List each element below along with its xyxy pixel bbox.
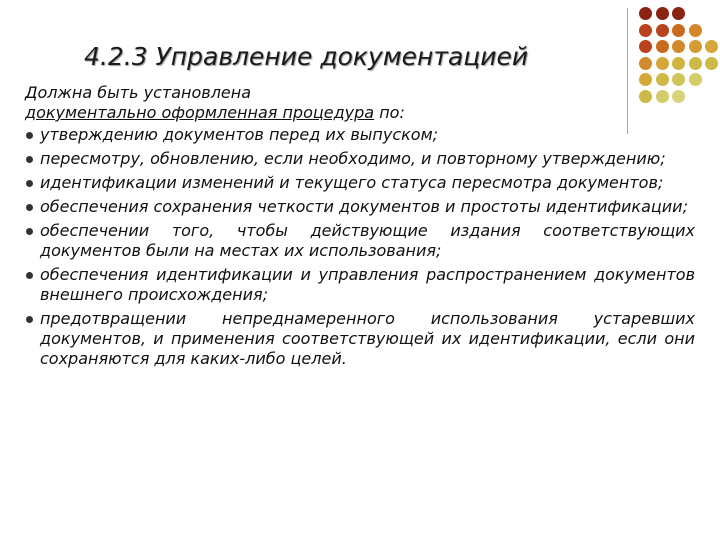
decorative-dot <box>689 24 702 37</box>
decorative-dot <box>639 7 652 20</box>
bullet-item <box>25 221 695 261</box>
intro-line-1: Должна быть установлена <box>25 83 252 102</box>
bullet-item <box>25 149 695 169</box>
decorative-dot <box>705 57 718 70</box>
decorative-dot <box>656 57 669 70</box>
bullet-text: утверждению документов перед их выпуском; <box>40 125 439 144</box>
bullet-dot-icon <box>26 180 33 187</box>
decorative-dot <box>672 24 685 37</box>
bullet-list <box>25 125 695 369</box>
decorative-dot <box>689 40 702 53</box>
bullet-text: предотвращении непреднамеренного использования устаревших документов, и применения соответствующей их идентификации, если они сохраняются для каких-либо целей. <box>40 309 695 368</box>
decorative-dot <box>672 7 685 20</box>
bullet-dot-icon <box>26 228 33 235</box>
intro-paragraph <box>25 83 695 123</box>
bullet-item <box>25 173 695 193</box>
bullet-dot-icon <box>26 316 33 323</box>
bullet-text: пересмотру, обновлению, если необходимо, и повторному утверждению; <box>40 149 666 168</box>
bullet-text: обеспечения идентификации и управления распространением документов внешнего происхождения; <box>40 265 695 304</box>
decorative-dot <box>672 40 685 53</box>
decorative-dot <box>639 57 652 70</box>
bullet-text: обеспечении того, чтобы действующие издания соответствующих документов были на местах их использования; <box>40 221 695 260</box>
bullet-item <box>25 265 695 305</box>
bullet-dot-icon <box>26 204 33 211</box>
decorative-dot <box>656 40 669 53</box>
bullet-item <box>25 309 695 369</box>
bullet-dot-icon <box>26 132 33 139</box>
intro-line-2-rest: по: <box>374 103 405 122</box>
decorative-dot <box>672 57 685 70</box>
slide-body <box>25 83 695 373</box>
bullet-text: идентификации изменений и текущего статуса пересмотра документов; <box>40 173 664 192</box>
decorative-dot <box>656 24 669 37</box>
bullet-dot-icon <box>26 156 33 163</box>
slide-title: 4.2.3 Управление документацией <box>84 42 529 71</box>
bullet-item <box>25 125 695 145</box>
intro-underlined-phrase: документально оформленная процедура <box>25 103 375 122</box>
decorative-dot <box>656 7 669 20</box>
decorative-dot <box>689 57 702 70</box>
decorative-dot <box>639 40 652 53</box>
bullet-text: обеспечения сохранения четкости документов и простоты идентификации; <box>40 197 688 216</box>
bullet-item <box>25 197 695 217</box>
decorative-dot <box>639 24 652 37</box>
decorative-dot <box>705 40 718 53</box>
bullet-dot-icon <box>26 272 33 279</box>
